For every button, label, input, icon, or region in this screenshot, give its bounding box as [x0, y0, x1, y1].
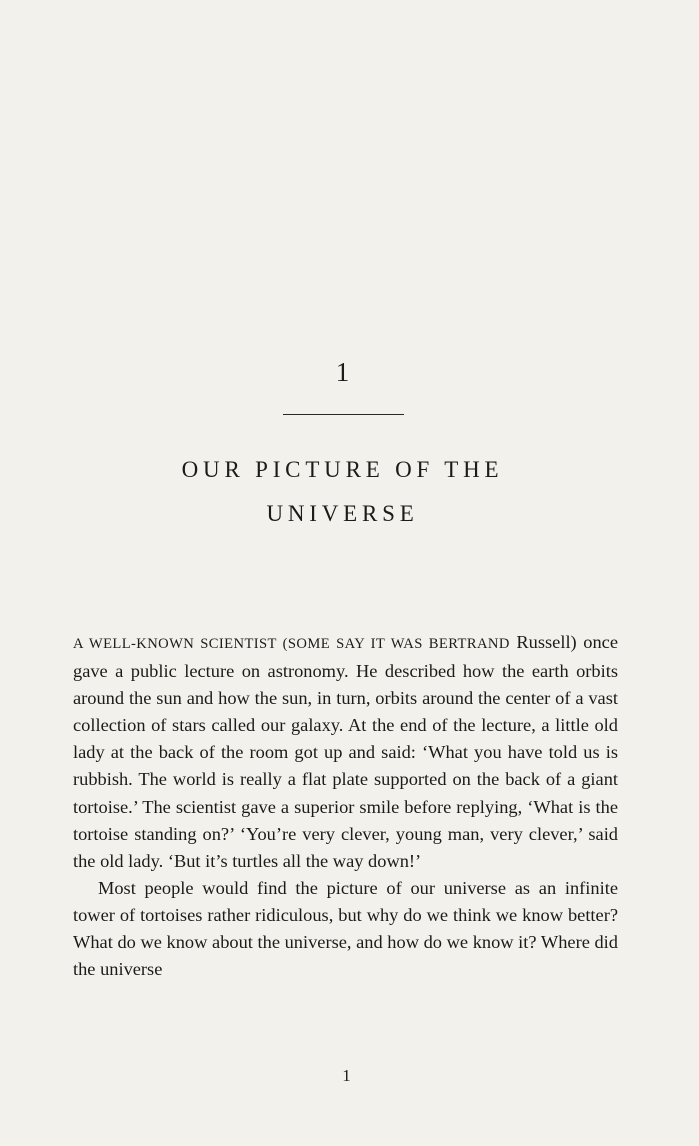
paragraph-2: Most people would find the picture of our universe as an infinite tower of tortoises rather ridiculous, but why do we think we know better? What do we know about the universe, and how do we know it? Where did the universe	[73, 877, 618, 980]
paragraph-1-lead: A WELL-KNOWN SCIENTIST (SOME SAY IT WAS BERTRAND	[73, 636, 510, 652]
paragraph-1	[73, 629, 618, 875]
chapter-title-line-2: UNIVERSE	[266, 501, 419, 526]
chapter-title-line-1: OUR PICTURE OF THE	[181, 457, 504, 482]
body-text	[73, 629, 618, 983]
paragraph-1-text: Russell) once gave a public lecture on astronomy. He described how the earth orbits around the sun and how the sun, in turn, orbits around the center of a vast collection of stars called our galaxy. At the end of the lecture, a little old lady at the back of the room got up and said: ‘What you have told us is rubbish. The world is really a flat plate supported on the back of a giant tortoise.’ The scientist gave a superior smile before replying, ‘What is the tortoise standing on?’ ‘You’re very clever, young man, very clever,’ said the old lady. ‘But it’s turtles all the way down!’	[73, 632, 618, 871]
chapter-number: 1	[335, 357, 350, 387]
chapter-title	[0, 448, 685, 536]
page-number: 1	[342, 1066, 351, 1085]
chapter-divider-rule	[283, 414, 404, 415]
